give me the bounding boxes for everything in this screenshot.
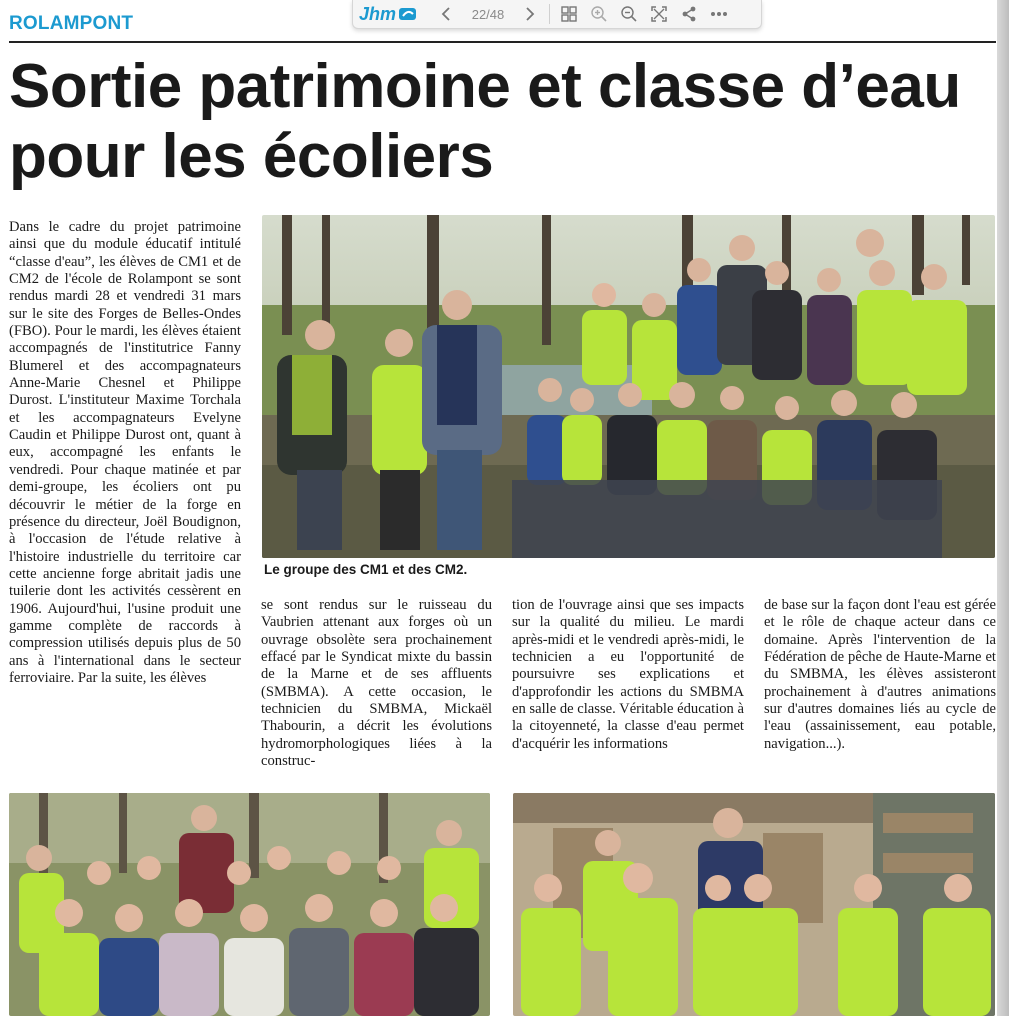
page-counter: 22/48 <box>471 6 505 22</box>
logo-mark-icon <box>398 6 418 22</box>
expand-icon <box>651 6 667 22</box>
more-icon <box>710 11 728 17</box>
photo-caption: Le groupe des CM1 et des CM2. <box>264 562 468 577</box>
grid-icon <box>561 6 577 22</box>
toolbar-divider <box>549 4 550 24</box>
more-button[interactable] <box>704 1 734 27</box>
chevron-left-icon <box>440 6 452 22</box>
thumbnails-button[interactable] <box>554 1 584 27</box>
logo-text: Jhm <box>359 3 397 24</box>
jhm-logo[interactable] <box>359 4 431 25</box>
outdoor-group-photo <box>9 793 490 1016</box>
prev-page-button[interactable] <box>431 1 461 27</box>
article-headline: Sortie patrimoine et classe d’eau pour les écoliers <box>9 52 961 191</box>
article-column-1: Dans le cadre du projet patrimoine ainsi que du module éducatif intitulé “classe d'eau”, les élèves de CM1 et de CM2 de l'école de Rolampont se sont rendus mardi 28 et vendredi 31 mars sur le site des Forges de Belles-Ondes (FBO). Pour le mardi, les élèves étaient accompagnés de l'institutrice Fanny Blumerel et des accompagnateurs Anne-Marie Chesnel et Philippe Durost. L'instituteur Maxime Torchala et les accompagnateurs Evelyne Caudin et Philippe Durost ont, quant à eux, accompagné les enfants le vendredi. Pour chaque matinée et par demi-groupe, les écoliers ont pu découvrir le métier de la forge en présence du directeur, Joël Boudignon, à l'occasion de l'étude relative à l'histoire industrielle du territoire car cette ancienne forge abritait jadis une tuilerie dont les activités cessèrent en 1906. Aujourd'hui, l'usine produit une gamme complète de raccords à compression utilisés depuis plus de 50 ans à l'international dans le secteur ferroviaire. Par la suite, les élèves <box>9 219 241 686</box>
section-rule <box>9 41 996 43</box>
share-button[interactable] <box>674 1 704 27</box>
zoom-in-button[interactable] <box>584 1 614 27</box>
article-column-2: se sont rendus sur le ruisseau du Vaubrien attenant aux forges où un ouvrage obsolète sera prochainement effacé par le Syndicat mixte du bassin de la Marne et de ses affluents (SMBMA). A cette occasion, le technicien du SMBMA, Mickaël Thabourin, a décrit les évolutions hydromorphologiques liées à la construc- <box>261 597 492 770</box>
article-column-3: tion de l'ouvrage ainsi que ses impacts sur la qualité du milieu. Le mardi après-midi et le vendredi après-midi, le technicien a eu l'opportunité de poursuivre ses explications et d'approfondir les actions du SMBMA en salle de classe. Véritable éducation à la citoyenneté, la classe d'eau permet d'acquérir les informations <box>512 597 744 752</box>
zoom-out-button[interactable] <box>614 1 644 27</box>
page-edge <box>997 0 1009 1016</box>
next-page-button[interactable] <box>515 1 545 27</box>
fullscreen-button[interactable] <box>644 1 674 27</box>
section-label: ROLAMPONT <box>9 13 134 34</box>
chevron-right-icon <box>524 6 536 22</box>
group-photo <box>262 215 995 558</box>
zoom-in-icon <box>590 5 608 23</box>
zoom-out-icon <box>620 5 638 23</box>
viewer-toolbar <box>352 0 762 29</box>
share-icon <box>681 6 697 22</box>
article-column-4: de base sur la façon dont l'eau est gérée et le rôle de chaque acteur dans ce domaine. Après l'intervention de la Fédération de pêche de Haute-Marne et du SMBMA, les élèves assisteront prochainement à d'autres animations sur d'autres domaines liés au cycle de l'eau (assainissement, eau potable, navigation...). <box>764 597 996 752</box>
workshop-group-photo <box>513 793 995 1016</box>
